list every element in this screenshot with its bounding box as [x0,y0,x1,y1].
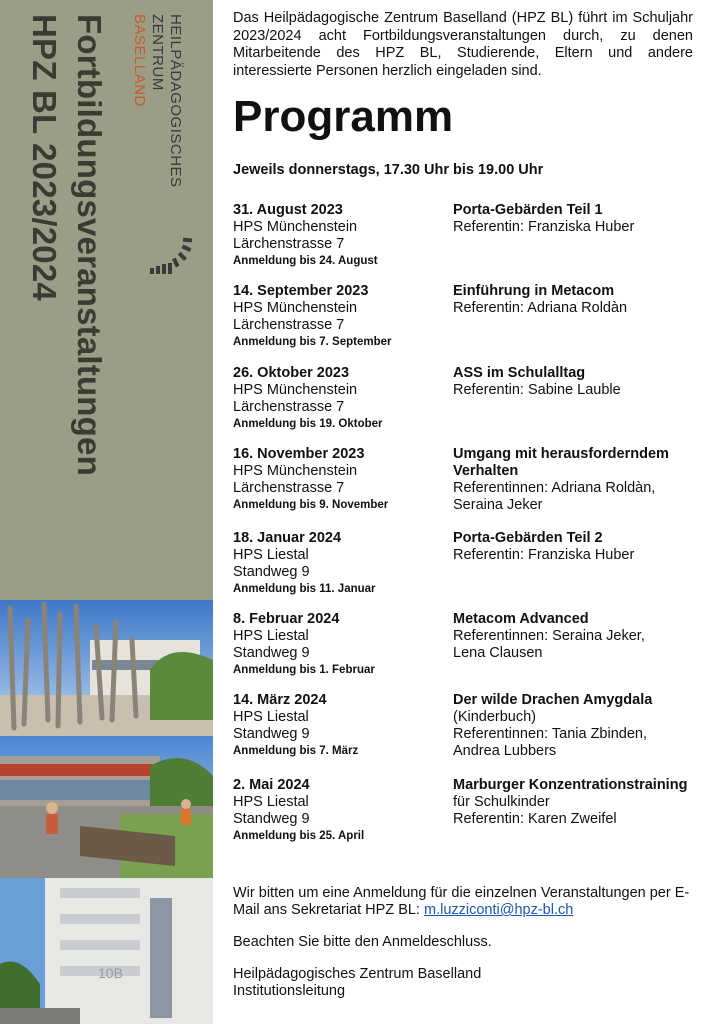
event-street: Lärchenstrasse 7 [233,480,345,496]
event-date: 14. März 2024 [233,692,327,708]
org-unit: Institutionsleitung [233,983,346,999]
event-registration: Anmeldung bis 19. Oktober [233,418,383,430]
building-sign: 10B [98,965,123,981]
vertical-title-year: HPZ BL 2023/2024 [26,14,63,301]
event-topic-block [453,530,703,564]
event-info [233,283,443,350]
event-speaker: Andrea Lubbers [453,743,557,759]
event-speaker: Referentin: Adriana Roldàn [453,300,628,316]
event-topic-block [453,365,703,399]
outdoor-play-area-photo [0,600,213,736]
event-speaker: Referentinnen: Adriana Roldàn, [453,480,656,496]
event-registration: Anmeldung bis 9. November [233,499,389,511]
event-place: HPS Liestal [233,547,309,563]
email-link[interactable]: m.luzziconti@hpz-bl.ch [424,902,574,918]
event-info [233,530,443,597]
event-topic: Marburger Konzentrationstraining [453,777,688,793]
vertical-title-main: Fortbildungsveranstaltungen [71,14,108,476]
intro-paragraph: Das Heilpädagogische Zentrum Baselland (HPZ BL) führt im Schuljahr 2023/2024 acht Fortbildungsveranstaltungen durch, zu denen Mitarbeitende des HPZ BL, Studierende, Eltern und andere interessierte Personen herzlich eingeladen sind. [233,10,693,79]
event-registration: Anmeldung bis 11. Januar [233,583,376,595]
event-topic: Porta-Gebärden Teil 1 [453,202,603,218]
event-place: HPS Liestal [233,794,309,810]
deadline-note: Beachten Sie bitte den Anmeldeschluss. [233,934,492,950]
event-registration: Anmeldung bis 1. Februar [233,664,375,676]
event-date: 2. Mai 2024 [233,777,310,793]
event-speaker: Referentinnen: Seraina Jeker, [453,628,645,644]
event-speaker: Referentinnen: Tania Zbinden, [453,726,648,742]
event-place: HPS Liestal [233,628,309,644]
event-street: Lärchenstrasse 7 [233,236,345,252]
event-registration: Anmeldung bis 7. März [233,745,359,757]
event-place: HPS Münchenstein [233,382,358,398]
event-speaker: (Kinderbuch) [453,709,537,725]
event-street: Lärchenstrasse 7 [233,399,345,415]
logo-line-2: ZENTRUM [149,14,166,91]
logo-line-1: HEILPÄDAGOGISCHES [167,14,184,188]
footer-block [233,885,703,1015]
event-topic: Der wilde Drachen Amygdala [453,692,653,708]
event-street: Standweg 9 [233,645,310,661]
logo-text [130,14,184,188]
registration-request [233,885,703,919]
event-date: 16. November 2023 [233,446,365,462]
signature-block [233,966,703,1000]
event-place: HPS Münchenstein [233,300,358,316]
event-topic: Verhalten [453,463,519,479]
vertical-title [22,14,112,584]
event-date: 8. Februar 2024 [233,611,340,627]
event-info [233,692,443,759]
schedule-subtitle: Jeweils donnerstags, 17.30 Uhr bis 19.00 Uhr [233,162,544,178]
event-topic: Porta-Gebärden Teil 2 [453,530,603,546]
event-street: Standweg 9 [233,726,310,742]
event-speaker: Seraina Jeker [453,497,543,513]
org-name: Heilpädagogisches Zentrum Baselland [233,966,482,982]
event-info [233,611,443,678]
event-street: Standweg 9 [233,811,310,827]
event-topic-block [453,283,703,317]
event-date: 14. September 2023 [233,283,369,299]
event-topic: ASS im Schulalltag [453,365,586,381]
event-info [233,202,443,269]
hpz-logo [130,10,200,275]
event-speaker: Referentin: Franziska Huber [453,219,635,235]
building-facade-photo [0,878,213,1024]
event-place: HPS Liestal [233,709,309,725]
school-courtyard-photo [0,736,213,878]
event-topic: Metacom Advanced [453,611,589,627]
event-info [233,777,443,844]
registration-request-text: Wir bitten um eine Anmeldung für die einzelnen Veranstaltungen per E-Mail ans Sekretariat HPZ BL: [233,885,690,918]
event-street: Lärchenstrasse 7 [233,317,345,333]
event-info [233,446,443,513]
event-place: HPS Münchenstein [233,219,358,235]
event-topic-block [453,611,703,662]
event-topic-block [453,692,703,760]
event-speaker: für Schulkinder [453,794,550,810]
event-topic: Umgang mit herausforderndem [453,446,669,462]
event-date: 26. Oktober 2023 [233,365,350,381]
event-topic-block [453,446,703,514]
event-date: 31. August 2023 [233,202,343,218]
sidebar-panel [0,0,213,600]
event-topic-block [453,202,703,236]
event-speaker: Referentin: Sabine Lauble [453,382,621,398]
event-date: 18. Januar 2024 [233,530,342,546]
logo-mark-icon [146,228,194,276]
page-title: Programm [233,92,454,141]
event-registration: Anmeldung bis 7. September [233,336,392,348]
event-topic-block [453,777,703,828]
event-info [233,365,443,432]
event-speaker: Lena Clausen [453,645,543,661]
logo-line-3: BASELLAND [131,14,148,107]
event-registration: Anmeldung bis 24. August [233,255,378,267]
event-place: HPS Münchenstein [233,463,358,479]
event-registration: Anmeldung bis 25. April [233,830,365,842]
event-speaker: Referentin: Franziska Huber [453,547,635,563]
event-speaker: Referentin: Karen Zweifel [453,811,617,827]
event-topic: Einführung in Metacom [453,283,615,299]
event-street: Standweg 9 [233,564,310,580]
